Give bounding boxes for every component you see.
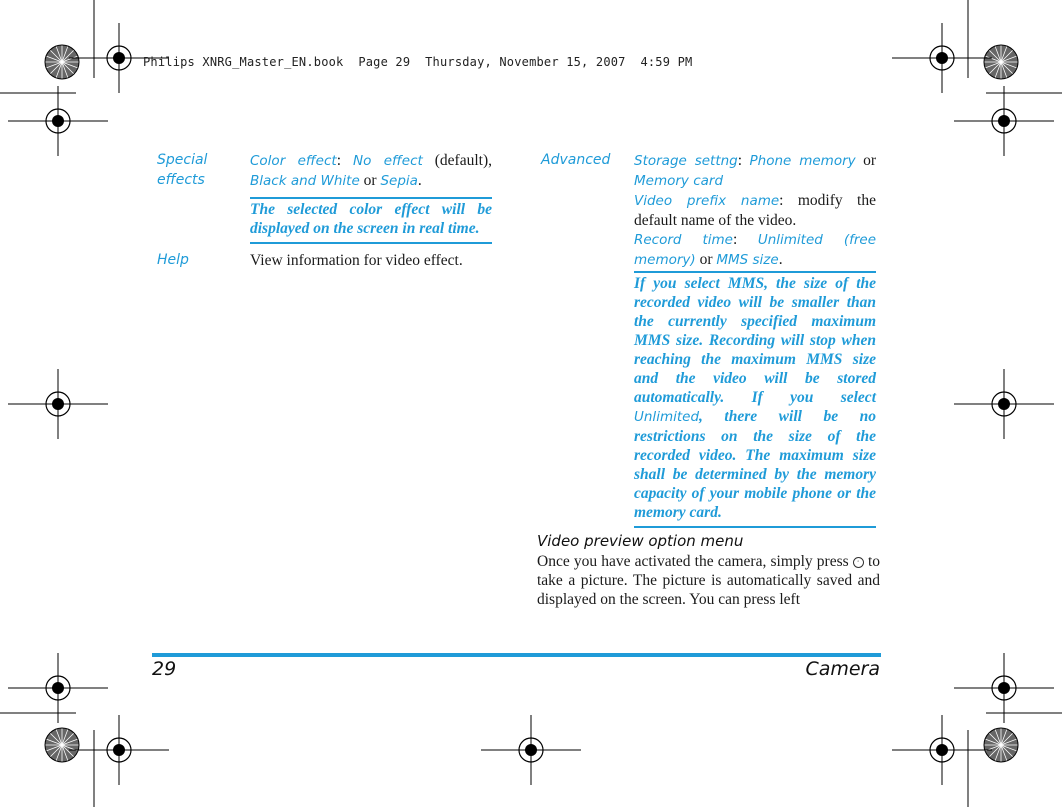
note-unlimited: Unlimited [634,409,700,425]
note-part2: , there will be no restrictions on the size of the recorded video. The maximum size shall be determined by the memory capacity of your mobile phone or the memory card. [634,408,876,521]
default-text: (default), [434,152,492,169]
color-effect-note: The selected color effect will be displayed on the screen in real time. [250,197,492,244]
ok-key-icon: ◦ [853,557,864,568]
black-white-option: Black and White [250,173,360,189]
sepia-option: Sepia [380,173,418,189]
memory-card-option: Memory card [634,173,724,189]
or-text-2: or [699,251,713,268]
storage-key: Storage settng [634,153,738,169]
mms-recording-note [634,271,876,528]
special-effects-description: Color effect: No effect (default), Black and White or Sepia. [250,152,492,189]
para-part1: Once you have activated the camera, simply press [537,553,849,570]
phone-memory-option: Phone memory [749,153,856,169]
unlimited-free-option: Unlimited (free memory) [634,232,877,268]
record-time-key: Record time [634,232,733,248]
no-effect-option: No effect [352,153,423,169]
color-effect-key: Color effect [250,153,337,169]
or-text: or [363,172,377,189]
mms-size-option: MMS size [716,252,779,268]
advanced-description: Storage settng: Phone memory or Memory card Video prefix name: modify the default name of the video. Record time: Unlimited (free memory) or MMS size. [634,152,877,268]
prefix-key: Video prefix name [634,193,780,209]
section-paragraph [537,552,880,609]
print-header-slug: Philips XNRG_Master_EN.book Page 29 Thursday, November 15, 2007 4:59 PM [143,55,693,69]
prefix-text: : modify the default name of the video. [634,192,876,229]
or-text-1: or [863,152,877,169]
section-title: Video preview option menu [537,532,744,550]
help-label: Help [157,252,189,268]
advanced-label: Advanced [541,152,611,168]
footer-rule [152,653,881,657]
period-text: . [417,172,422,189]
chapter-title: Camera [805,658,880,680]
special-effects-label: Special effects [157,152,208,188]
help-description: View information for video effect. [250,252,463,269]
para-part2: to take a picture. The picture is automatically saved and displayed on the screen. You can press left [537,553,881,608]
note-part1: If you select MMS, the size of the recorded video will be smaller than the currently specified maximum MMS size. Recording will stop when reaching the maximum MMS size and the video will be stored automatically. If you select [634,275,876,406]
page-number: 29 [152,658,177,680]
